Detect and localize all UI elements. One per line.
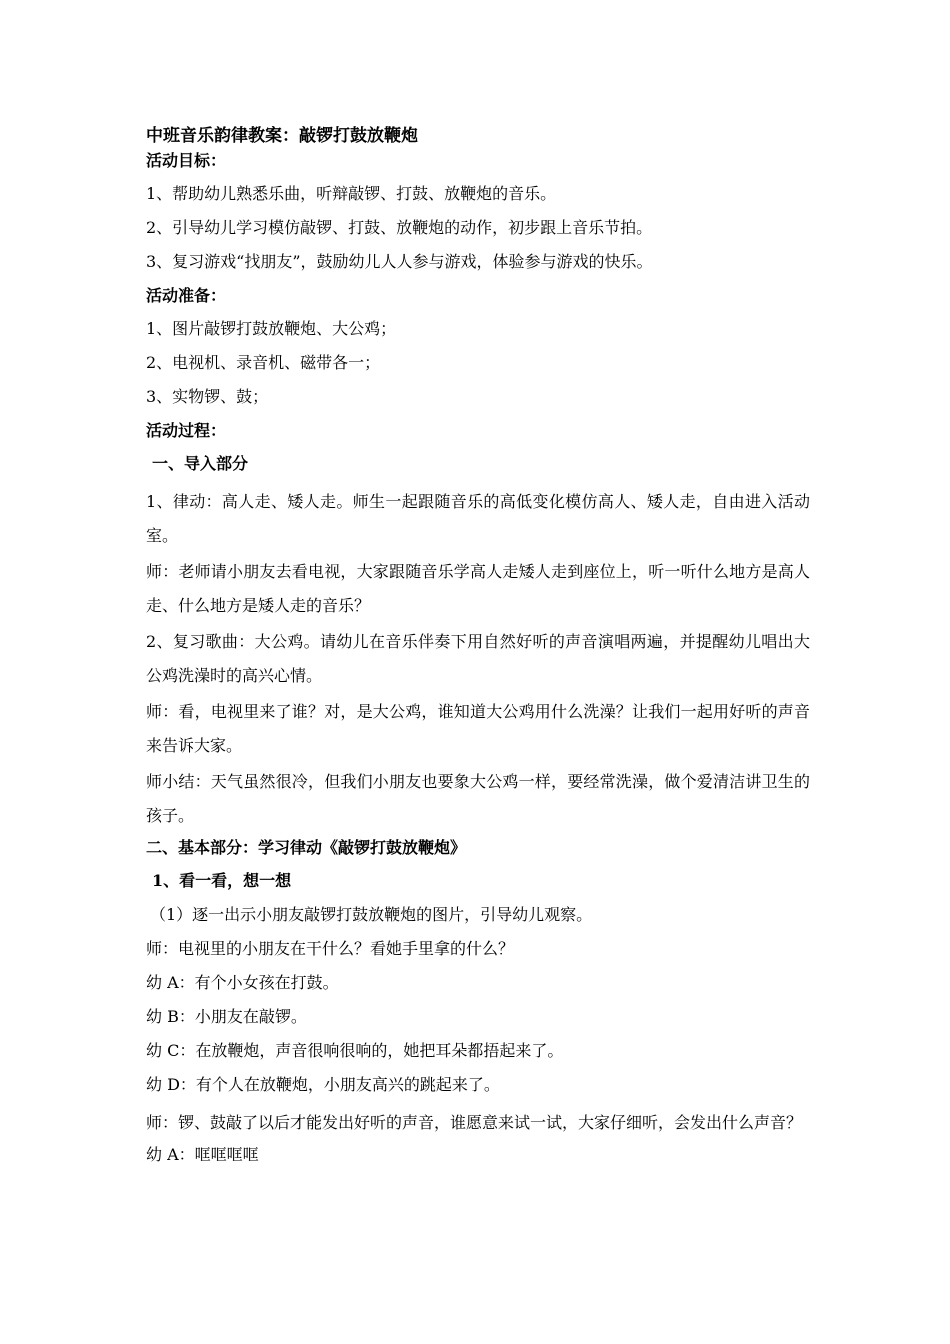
process-heading: 活动过程：	[146, 421, 227, 440]
part1-paragraph: 1、律动：高人走、矮人走。师生一起跟随音乐的高低变化模仿高人、矮人走，自由进入活动室。	[146, 492, 810, 545]
part2-line: 幼 A：有个小女孩在打鼓。	[146, 973, 339, 992]
goal-item: 3、复习游戏“找朋友”，鼓励幼儿人人参与游戏，体验参与游戏的快乐。	[146, 252, 653, 271]
part2-last-line: 幼 A：哐哐哐哐	[146, 1145, 259, 1164]
part1-paragraph: 师：看，电视里来了谁？对，是大公鸡，谁知道大公鸡用什么洗澡？让我们一起用好听的声音来告诉大家。	[146, 702, 810, 755]
part2-heading: 二、基本部分：学习律动《敲锣打鼓放鞭炮》	[146, 838, 467, 857]
preparation-item: 3、实物锣、鼓；	[146, 387, 269, 406]
part2-line: 幼 D：有个人在放鞭炮，小朋友高兴的跳起来了。	[146, 1075, 500, 1094]
goal-item: 1、帮助幼儿熟悉乐曲，听辩敲锣、打鼓、放鞭炮的音乐。	[146, 184, 557, 203]
part2-line: 幼 B：小朋友在敲锣。	[146, 1007, 307, 1026]
part1-heading: 一、导入部分	[152, 454, 249, 473]
preparation-item: 1、图片敲锣打鼓放鞭炮、大公鸡；	[146, 319, 397, 338]
goals-heading: 活动目标：	[146, 151, 227, 170]
part1-paragraph: 师：老师请小朋友去看电视，大家跟随音乐学高人走矮人走到座位上，听一听什么地方是高人走、什么地方是矮人走的音乐？	[146, 562, 810, 615]
part2-paragraph: 师：锣、鼓敲了以后才能发出好听的声音，谁愿意来试一试，大家仔细听，会发出什么声音？	[146, 1113, 803, 1132]
preparation-item: 2、电视机、录音机、磁带各一；	[146, 353, 381, 372]
goal-item: 2、引导幼儿学习模仿敲锣、打鼓、放鞭炮的动作，初步跟上音乐节拍。	[146, 218, 653, 237]
document-title: 中班音乐韵律教案：敲锣打鼓放鞭炮	[146, 126, 418, 146]
part2-line: 幼 C：在放鞭炮，声音很响很响的，她把耳朵都捂起来了。	[146, 1041, 564, 1060]
part2-line: （1）逐一出示小朋友敲锣打鼓放鞭炮的图片，引导幼儿观察。	[150, 905, 593, 924]
part1-paragraph: 2、复习歌曲：大公鸡。请幼儿在音乐伴奏下用自然好听的声音演唱两遍，并提醒幼儿唱出大公鸡洗澡时的高兴心情。	[146, 632, 810, 685]
document-page	[146, 124, 810, 1176]
part1-paragraph: 师小结：天气虽然很冷，但我们小朋友也要象大公鸡一样，要经常洗澡，做个爱清洁讲卫生的孩子。	[146, 772, 810, 825]
part2-sub-heading: 1、看一看，想一想	[152, 871, 292, 890]
part2-line: 师：电视里的小朋友在干什么？看她手里拿的什么？	[146, 939, 515, 958]
preparation-heading: 活动准备：	[146, 286, 227, 305]
